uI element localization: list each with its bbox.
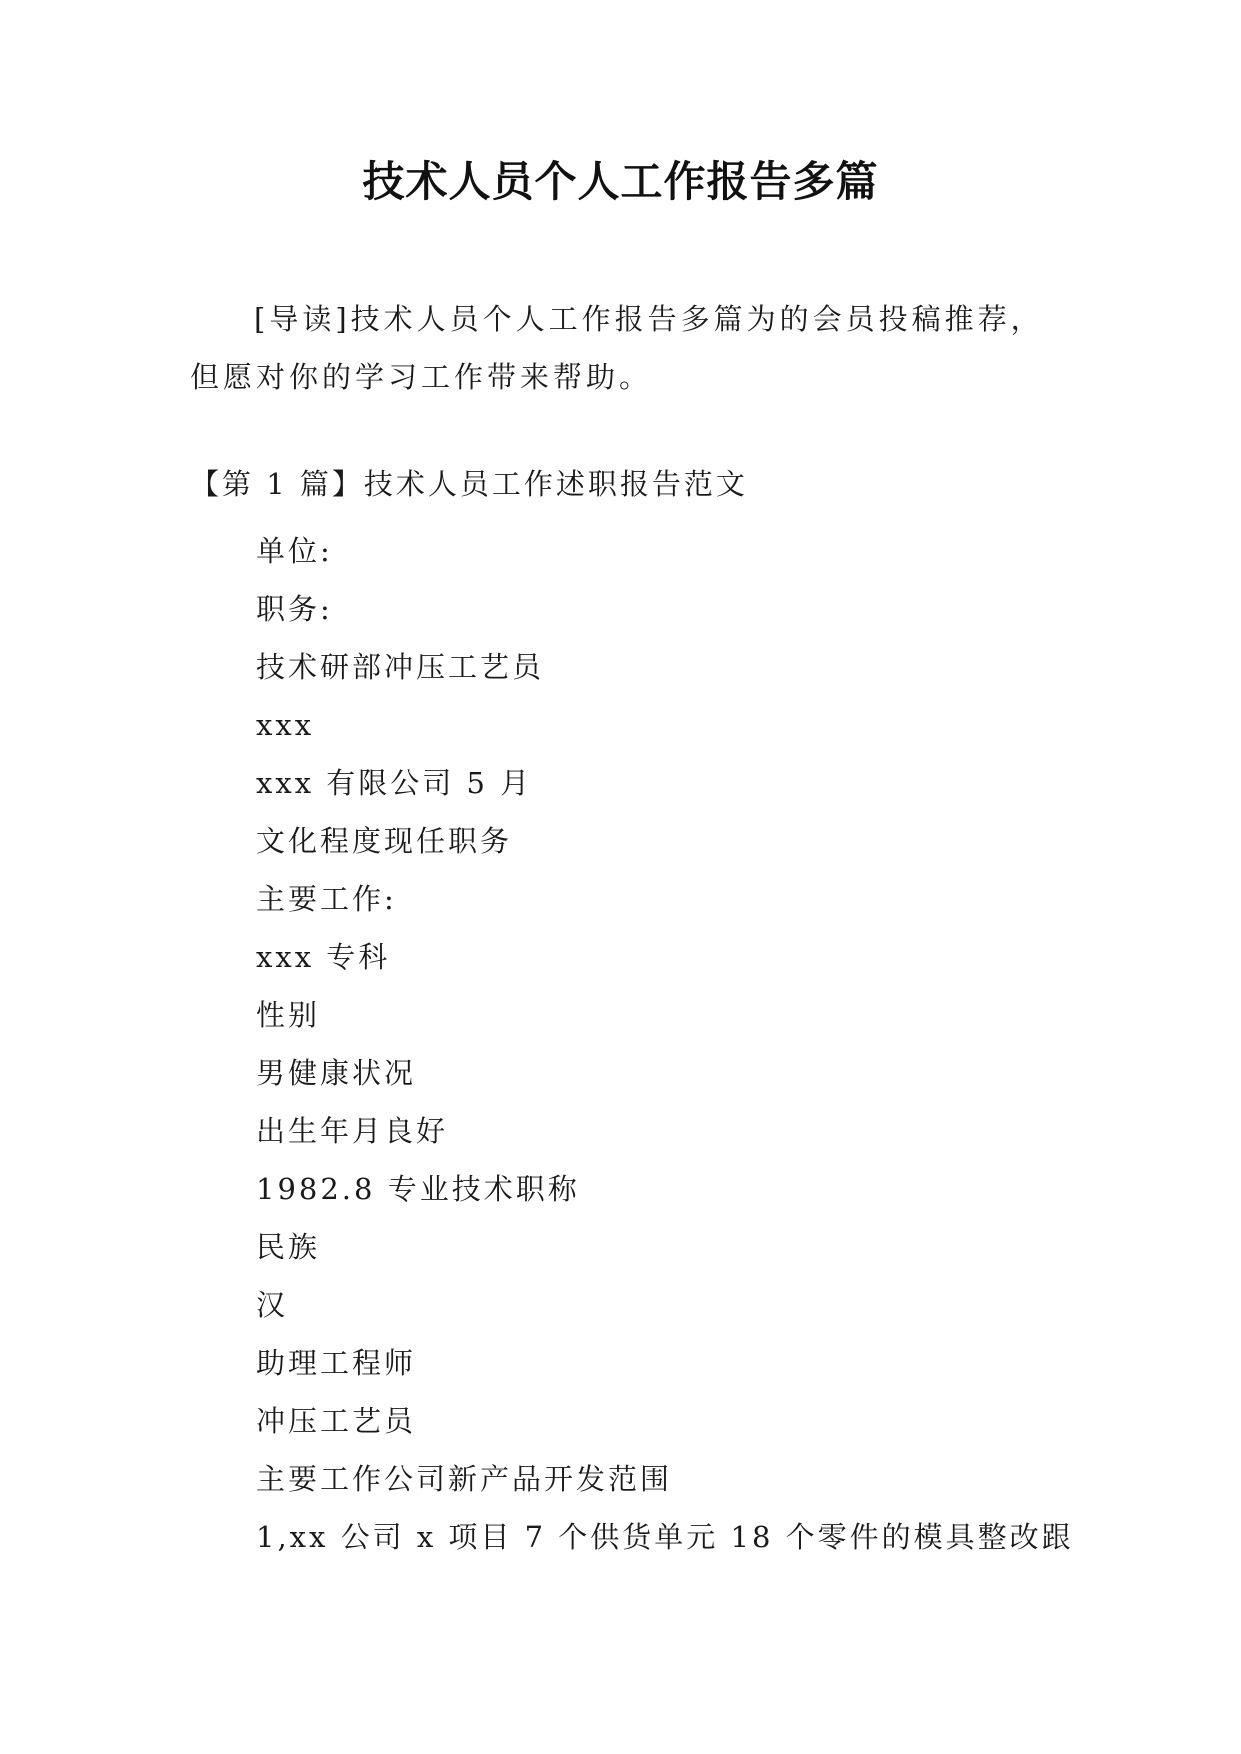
body-line: 1982.8 专业技术职称 [256,1172,580,1206]
body-line: 汉 [256,1288,289,1322]
body-line: 文化程度现任职务 [256,824,513,858]
document-title: 技术人员个人工作报告多篇 [362,157,879,206]
body-line: 职务: [256,592,333,626]
body-line: 1,xx 公司 x 项目 7 个供货单元 18 个零件的模具整改跟 [256,1520,1074,1554]
body-line: xxx 专科 [256,940,391,974]
body-lines [256,522,1156,1566]
body-line: 冲压工艺员 [256,1404,417,1438]
body-line: xxx 有限公司 5 月 [256,766,533,800]
body-line: 助理工程师 [256,1346,417,1380]
body-line: 主要工作公司新产品开发范围 [256,1462,673,1496]
intro-line: 但愿对你的学习工作带来帮助。 [190,360,653,394]
intro-paragraph [190,290,1070,406]
body-line: 男健康状况 [256,1056,417,1090]
section-heading: 【第 1 篇】技术人员工作述职报告范文 [190,467,748,501]
body-line: xxx [256,708,315,742]
body-line: 出生年月良好 [256,1114,449,1148]
body-line: 性别 [256,998,321,1032]
body-line: 技术研部冲压工艺员 [256,650,545,684]
body-line: 民族 [256,1230,321,1264]
intro-line: [导读]技术人员个人工作报告多篇为的会员投稿推荐， [254,302,1044,336]
body-line: 单位: [256,534,333,568]
body-line: 主要工作: [256,882,397,916]
